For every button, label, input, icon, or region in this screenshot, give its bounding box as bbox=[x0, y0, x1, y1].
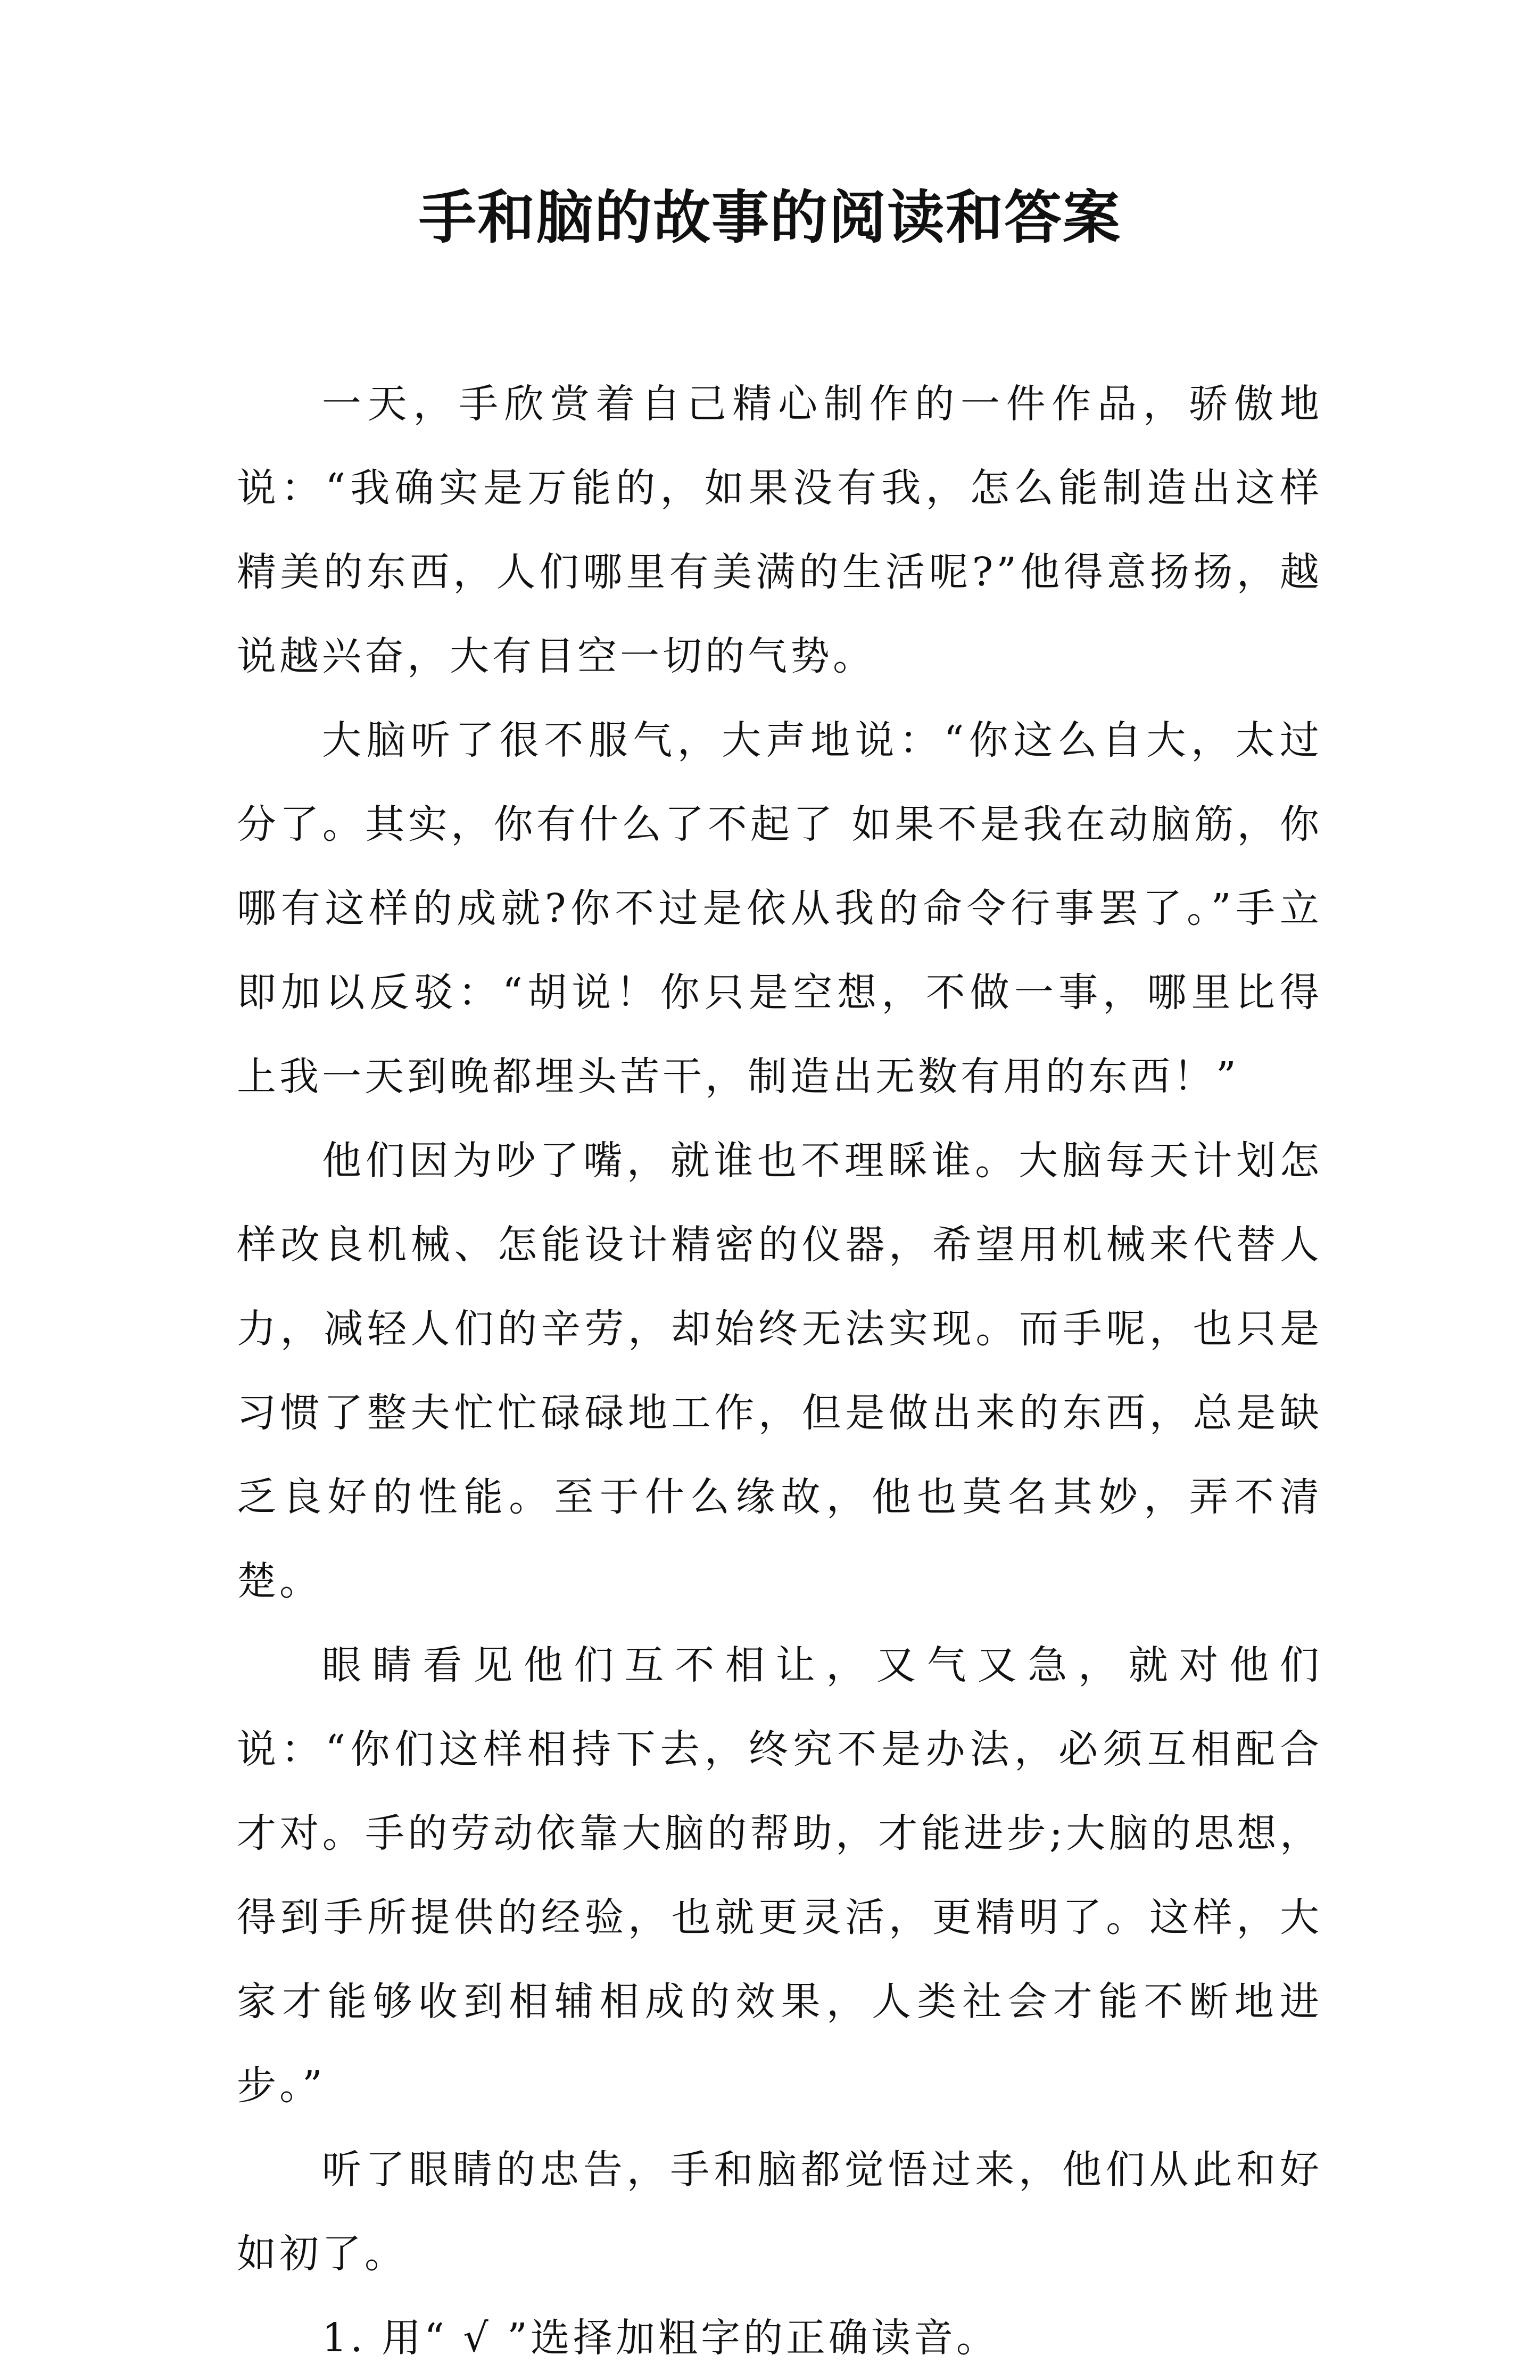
question-1: 1. 用“ √ ”选择加粗字的正确读音。 bbox=[322, 2315, 999, 2361]
paragraph-5: 听了眼睛的忠告，手和脑都觉悟过来，他们从此和好如初了。 bbox=[237, 2147, 1322, 2277]
paragraph-2: 大脑听了很不服气，大声地说：“你这么自大，太过分了。其实，你有什么了不起了 如果不是我在动脑筋，你哪有这样的成就?你不过是依从我的命令行事罢了。”手立即加以反驳：“胡说！你只是空想，不做一事，哪里比得上我一天到晚都埋头苦干，制造出无数有用的东西！” bbox=[237, 717, 1322, 1100]
paragraph-4: 眼睛看见他们互不相让，又气又急，就对他们说：“你们这样相持下去，终究不是办法，必须互相配合才对。手的劳动依靠大脑的帮助，才能进步;大脑的思想，得到手所提供的经验，也就更灵活，更精明了。这样，大家才能够收到相辅相成的效果，人类社会才能不断地进步。” bbox=[237, 1642, 1322, 2109]
paragraph-3: 他们因为吵了嘴，就谁也不理睬谁。大脑每天计划怎样改良机械、怎能设计精密的仪器，希望用机械来代替人力，减轻人们的辛劳，却始终无法实现。而手呢，也只是习惯了整夫忙忙碌碌地工作，但是做出来的东西，总是缺乏良好的性能。至于什么缘故，他也莫名其妙，弄不清楚。 bbox=[237, 1138, 1322, 1604]
document-title: 手和脑的故事的阅读和答案 bbox=[418, 185, 1121, 251]
document-body bbox=[237, 362, 1322, 2380]
paragraph-1: 一天，手欣赏着自己精心制作的一件作品，骄傲地说：“我确实是万能的，如果没有我，怎么能制造出这样精美的东西，人们哪里有美满的生活呢?”他得意扬扬，越说越兴奋，大有目空一切的气势。 bbox=[237, 381, 1322, 679]
